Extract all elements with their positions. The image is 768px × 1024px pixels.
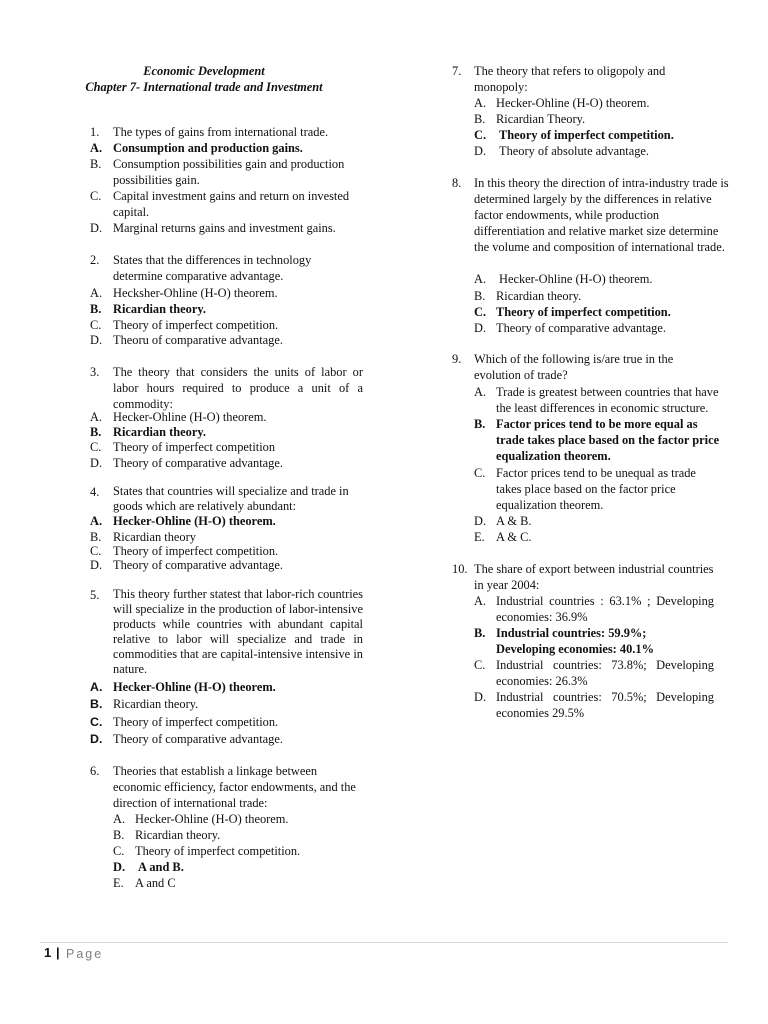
- question-text: The theory that refers to oligopoly and monopoly:: [474, 64, 666, 94]
- question-number: 2.: [90, 253, 100, 267]
- footer-rule: [40, 942, 728, 943]
- question-number: 1.: [90, 125, 100, 139]
- page-number: 1: [44, 945, 52, 960]
- chapter-subtitle: Chapter 7- International trade and Investment: [85, 80, 323, 94]
- question-number: 3.: [90, 365, 100, 379]
- question-text: This theory further statest that labor-rich countries will specialize in the production of labor-intensive products while countries with abundant capital relative to labor will specialize and trade in commodities that are capital-intensive intensive in nature.: [113, 587, 363, 676]
- question-text: In this theory the direction of intra-industry trade is determined largely by the differences in relative factor endowments, while production differentiation and relative market size determine the volume and composition of international trade.: [474, 176, 729, 254]
- question-text: States that countries will specialize and trade in goods which are relatively abundant:: [113, 484, 349, 513]
- question-text: Which of the following is/are true in the evolution of trade?: [474, 352, 674, 382]
- question-text: Theories that establish a linkage between economic efficiency, factor endowments, and the direction of international trade:: [113, 764, 356, 810]
- question-text: The theory that considers the units of labor or labor hours required to produce a unit of a commodity:: [113, 365, 363, 411]
- question-number: 7.: [452, 64, 462, 78]
- question-number: 6.: [90, 764, 100, 778]
- page-separator: |: [56, 945, 60, 960]
- question-number: 5.: [90, 588, 100, 602]
- question-text: The types of gains from international trade.: [113, 125, 329, 139]
- question-number: 9.: [452, 352, 462, 366]
- document-title: Economic Development: [143, 64, 265, 78]
- question-number: 4.: [90, 485, 100, 499]
- page-label: Page: [66, 947, 104, 961]
- question-number: 10.: [452, 562, 468, 576]
- question-text: The share of export between industrial countries in year 2004:: [474, 562, 714, 592]
- question-number: 8.: [452, 176, 462, 190]
- question-text: States that the differences in technology determine comparative advantage.: [113, 253, 312, 283]
